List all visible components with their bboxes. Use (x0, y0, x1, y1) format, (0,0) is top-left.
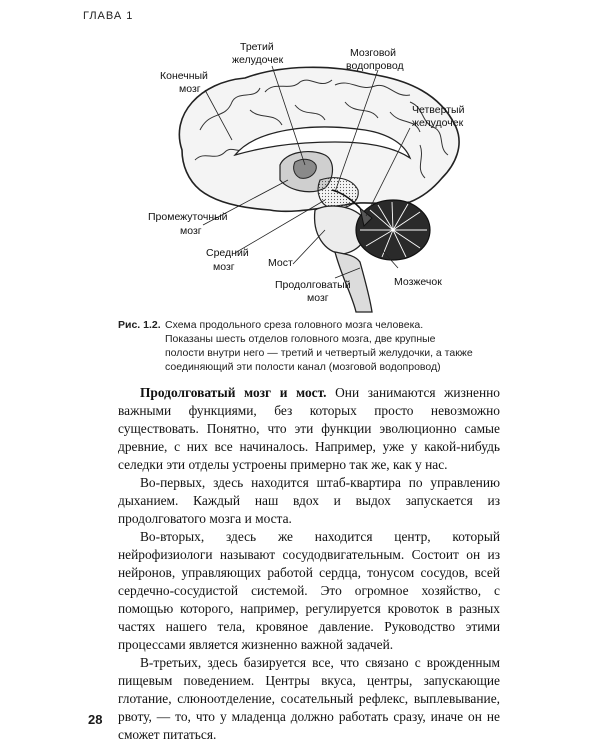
page-number: 28 (88, 712, 103, 727)
label-fourth-ventricle-2: желудочек (412, 117, 464, 129)
paragraph-1 (118, 384, 500, 474)
paragraph-4: В-третьих, здесь базируется все, что связано с врожденным пищевым поведением. Центры вкуса, центры, запускающие глотание, слюноотделение, сосательный рефлекс, выплевывание, рвоту, — то, что у младенца должно работать сразу, иначе он не сможет питаться. (118, 655, 500, 742)
label-diencephalon-1: Промежуточный (148, 211, 228, 223)
label-pons: Мост (268, 257, 293, 269)
caption-line: Показаны шесть отделов головного мозга, две крупные (165, 333, 436, 345)
caption-label: Рис. 1.2. (118, 319, 161, 331)
paragraph-2: Во-первых, здесь находится штаб-квартира по управлению дыханием. Каждый наш вдох и выдох запускается из продолговатого мозга и моста. (118, 475, 500, 526)
paragraph-1-heading: Продолговатый мозг и мост. (140, 385, 327, 400)
label-third-ventricle-1: Третий (240, 41, 274, 53)
chapter-header: ГЛАВА 1 (83, 10, 134, 22)
caption-line: соединяющий эти полости канал (мозговой водопровод) (165, 361, 441, 373)
figure-caption (118, 318, 518, 374)
caption-line: Схема продольного среза головного мозга человека. (165, 319, 424, 331)
label-aqueduct-1: Мозговой (350, 47, 397, 59)
label-telencephalon-2: мозг (179, 83, 201, 95)
label-telencephalon-1: Конечный (160, 70, 208, 82)
label-diencephalon-2: мозг (180, 225, 202, 237)
caption-text (165, 318, 518, 374)
label-medulla-2: мозг (307, 292, 329, 304)
label-third-ventricle-2: желудочек (232, 54, 284, 66)
caption-line: полости внутри него — третий и четвертый желудочки, а также (165, 347, 473, 359)
body-text (118, 384, 500, 744)
label-midbrain-1: Средний (206, 247, 249, 259)
label-midbrain-2: мозг (213, 261, 235, 273)
label-fourth-ventricle-1: Четвертый (412, 104, 465, 116)
label-medulla-1: Продолговатый (275, 279, 351, 291)
label-cerebellum: Мозжечок (394, 276, 442, 288)
paragraph-3: Во-вторых, здесь же находится центр, который нейрофизиологи называют сосудодвигательным. Состоит он из нейронов, управляющих работой сердца, тонусом сосудов, всей сердечно-сосудистой системой. Это огромное хозяйство, с помощью которого, например, регулируется кровоток в разных частях нашего тела, кровяное давление. Руководство этими процессами является жизненно важной задачей. (118, 529, 500, 652)
brain-figure (120, 30, 520, 315)
label-aqueduct-2: водопровод (346, 60, 404, 72)
brain-diagram (120, 30, 520, 315)
paragraph-1-body: Они занимаются жизненно важными функциями, без которых просто невозможно существовать. Понятно, что эти функции эволюционно самые древние, с них все начиналось. Например, уже у какой-нибудь селедки эти отделы устроены примерно так же, как у нас. (118, 385, 500, 472)
